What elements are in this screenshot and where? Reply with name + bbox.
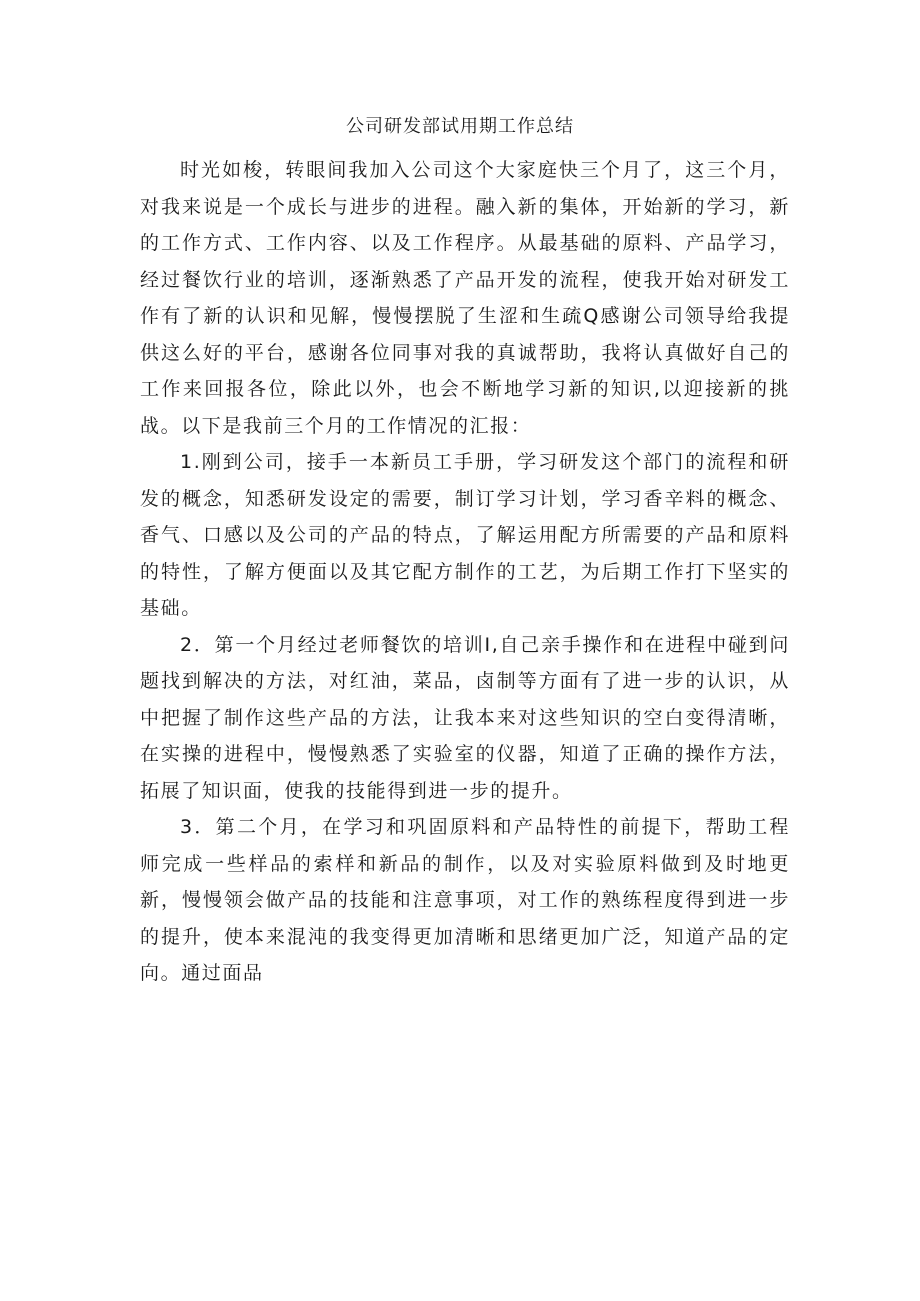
paragraph-item-3: 3．第二个月，在学习和巩固原料和产品特性的前提下，帮助工程师完成一些样品的索样和新品的制作，以及对实验原料做到及时地更新，慢慢领会做产品的技能和注意事项，对工作的熟练程度得到进一步的提升，使本来混沌的我变得更加清晰和思绪更加广泛，知道产品的定向。通过面品 (140, 816, 790, 984)
document-title: 公司研发部试用期工作总结 (346, 116, 574, 137)
paragraph-intro: 时光如梭，转眼间我加入公司这个大家庭快三个月了，这三个月，对我来说是一个成长与进步的进程。融入新的集体，开始新的学习，新的工作方式、工作内容、以及工作程序。从最基础的原料、产品学习，经过餐饮行业的培训，逐渐熟悉了产品开发的流程，使我开始对研发工作有了新的认识和见解，慢慢摆脱了生涩和生疏Q感谢公司领导给我提供这么好的平台，感谢各位同事对我的真诚帮助，我将认真做好自己的工作来回报各位，除此以外，也会不断地学习新的知识,以迎接新的挑战。以下是我前三个月的工作情况的汇报： (140, 159, 790, 437)
paragraph-item-1: 1.刚到公司，接手一本新员工手册，学习研发这个部门的流程和研发的概念，知悉研发设定的需要，制订学习计划，学习香辛料的概念、香气、口感以及公司的产品的特点，了解运用配方所需要的产品和原料的特性，了解方便面以及其它配方制作的工艺，为后期工作打下坚实的基础。 (140, 451, 790, 619)
paragraph-item-2: 2．第一个月经过老师餐饮的培训I,自己亲手操作和在进程中碰到问题找到解决的方法，对红油，菜品，卤制等方面有了进一步的认识，从中把握了制作这些产品的方法，让我本来对这些知识的空白变得清晰，在实操的进程中，慢慢熟悉了实验室的仪器，知道了正确的操作方法，拓展了知识面，使我的技能得到进一步的提升。 (140, 633, 790, 802)
document-body (140, 152, 790, 992)
